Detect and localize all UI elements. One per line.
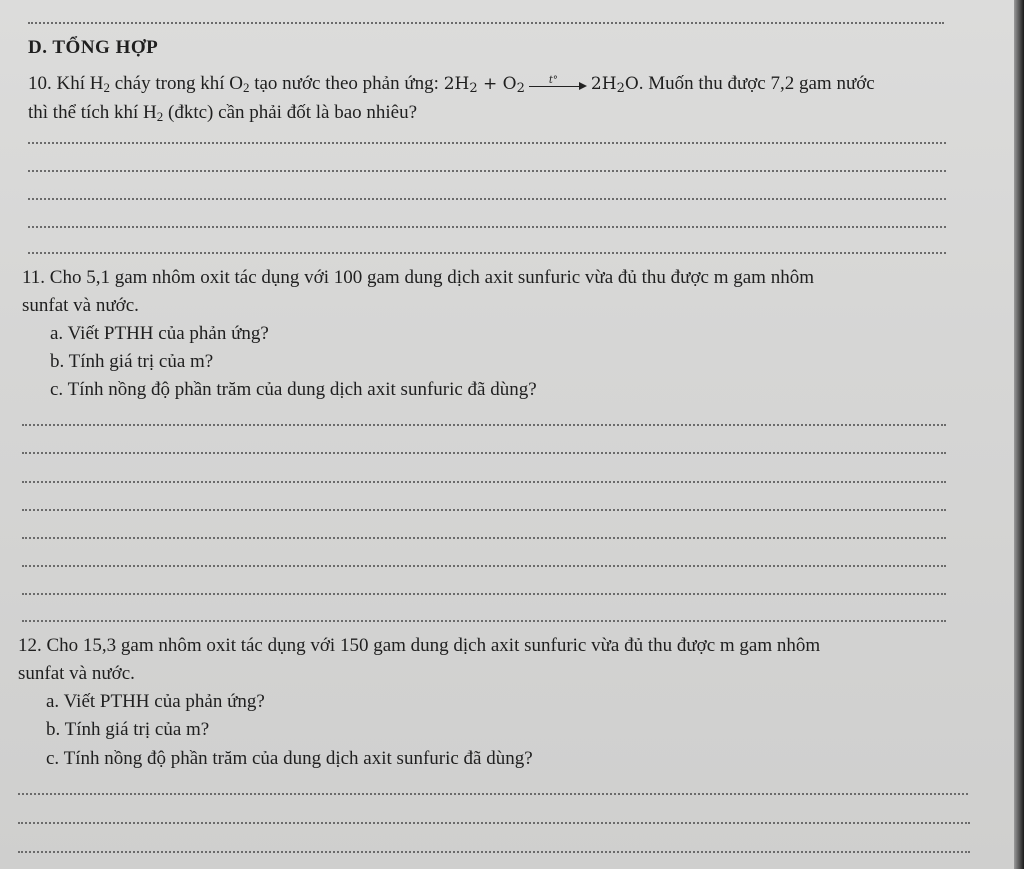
- answer-line: [22, 452, 946, 454]
- question-12-line-2: sunfat và nước.: [18, 663, 135, 684]
- question-12-item-c: c. Tính nồng độ phần trăm của dung dịch axit sunfuric đã dùng?: [46, 748, 533, 769]
- answer-line: [18, 851, 970, 853]
- answer-line: [28, 226, 946, 228]
- answer-line: [22, 481, 946, 483]
- section-heading: D. TỔNG HỢP: [28, 37, 159, 58]
- question-11-item-c: c. Tính nồng độ phần trăm của dung dịch axit sunfuric đã dùng?: [50, 379, 537, 400]
- subscript: 2: [242, 80, 250, 95]
- text: Khí H: [56, 73, 104, 94]
- page-edge-shadow: [1014, 0, 1024, 869]
- answer-line: [18, 822, 970, 824]
- answer-line: [22, 565, 946, 567]
- subscript: 2: [103, 80, 110, 95]
- answer-line: [22, 593, 946, 595]
- text: cháy trong khí O: [109, 73, 243, 94]
- reaction-equation: $2H_2 + O_2$ t° $2H_2O$: [444, 74, 639, 94]
- answer-line: [22, 620, 946, 622]
- question-10-line-2: thì thể tích khí $H_2$ (đktc) cần phải đốt là bao nhiêu?: [28, 102, 418, 124]
- answer-line: [28, 22, 944, 24]
- answer-line: [28, 252, 946, 254]
- answer-line: [28, 142, 946, 144]
- text: . Muốn thu được 7,2 gam nước: [638, 73, 875, 94]
- answer-line: [22, 509, 946, 511]
- answer-line: [28, 170, 946, 172]
- question-12-line-1: 12. Cho 15,3 gam nhôm oxit tác dụng với 150 gam dung dịch axit sunfuric vừa đủ thu được m gam nhôm: [18, 635, 821, 656]
- answer-line: [22, 424, 946, 426]
- question-11-item-a: a. Viết PTHH của phản ứng?: [50, 323, 269, 344]
- question-10-line-1: [28, 72, 875, 96]
- reaction-condition: t°: [548, 74, 558, 86]
- answer-line: [18, 793, 968, 795]
- question-11-item-b: b. Tính giá trị của m?: [50, 351, 214, 372]
- text: tạo nước theo phản ứng:: [249, 73, 444, 94]
- question-11-line-1: 11. Cho 5,1 gam nhôm oxit tác dụng với 100 gam dung dịch axit sunfuric vừa đủ thu được m gam nhôm: [22, 267, 814, 288]
- question-12-item-b: b. Tính giá trị của m?: [46, 719, 210, 740]
- question-11-line-2: sunfat và nước.: [22, 295, 139, 316]
- answer-line: [22, 537, 946, 539]
- question-number: 10.: [28, 73, 52, 94]
- reaction-arrow-icon: [529, 74, 587, 92]
- question-12-item-a: a. Viết PTHH của phản ứng?: [46, 691, 265, 712]
- answer-line: [28, 198, 946, 200]
